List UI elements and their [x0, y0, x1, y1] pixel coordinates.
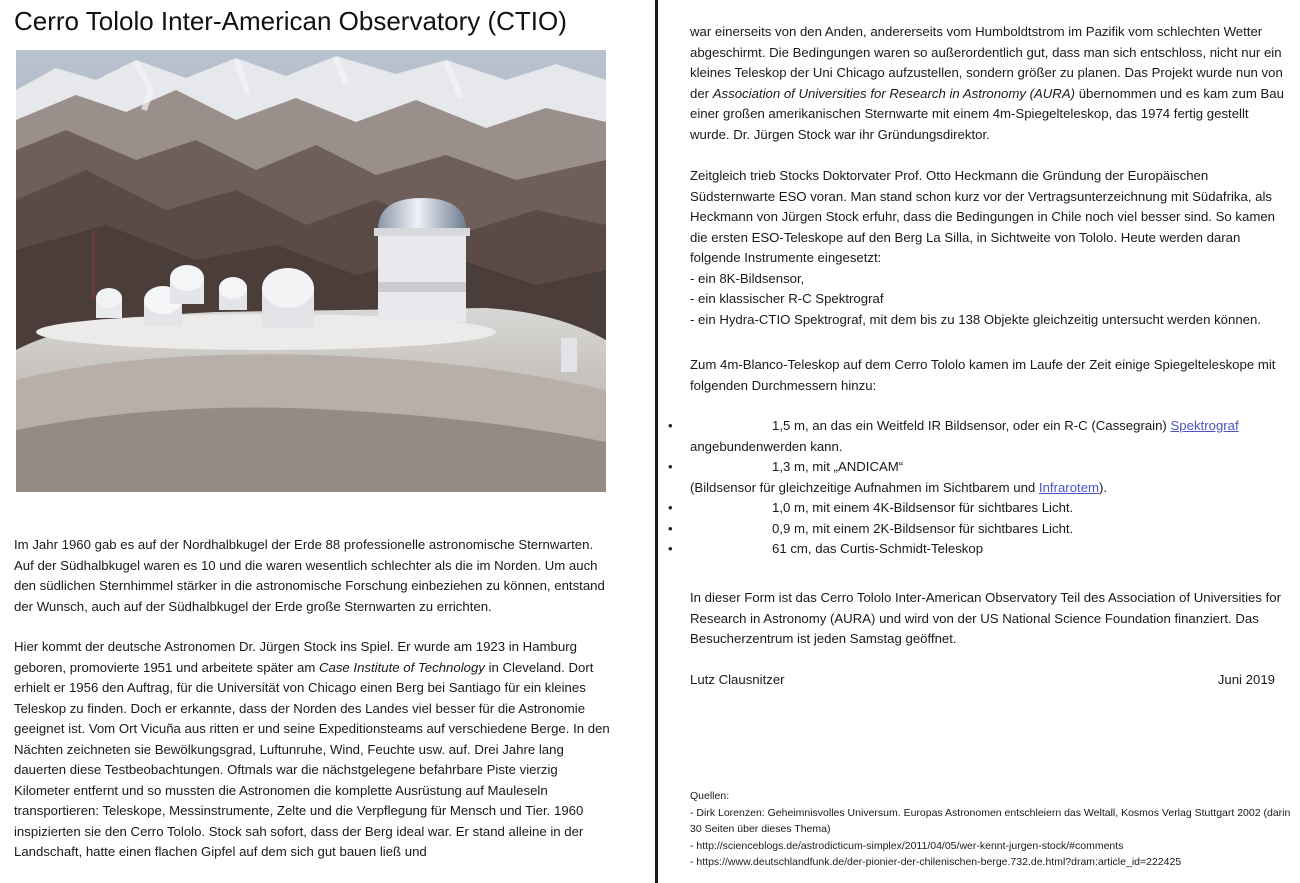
infrarotem-link[interactable]: Infrarotem	[1038, 479, 1100, 495]
right-page	[668, 0, 1291, 883]
eso-paragraph: Zeitgleich trieb Stocks Doktorvater Prof. Otto Heckmann die Gründung der Europäischen Südsternwarte ESO voran. Man stand schon kurz vor der Vertragsunterzeichnung mit Südafrika, als Heckmann von Jürgen Stock erfuhr, dass die Bedingungen in Chile noch viel besser sind. So kamen die ersten ESO-Teleskope auf den Berg La Silla, in Sichtweite von Tololo. Heute werden daran folgende Instrumente eingesetzt: - ein 8K-Bildsensor, - ein klassischer R-C Spektrograf - ein Hydra-CTIO Spektrograf, mit dem bis zu 138 Objekte gleichzeitig untersucht werden können.	[690, 168, 1275, 327]
summary-paragraph: In dieser Form ist das Cerro Tololo Inter-American Observatory Teil des Association of Universities for Research in Astronomy (AURA) und wird von der US National Science Foundation finanziert. Das Besucherzentrum ist jeden Samstag geöffnet.	[690, 590, 1281, 646]
list-item: • 0,9 m, mit einem 2K-Bildsensor für sichtbares Licht.	[690, 519, 1290, 540]
sources	[690, 788, 1295, 871]
document-date: Juni 2019	[1217, 672, 1275, 687]
source-item: - http://scienceblogs.de/astrodicticum-simplex/2011/04/05/wer-kennt-jurgen-stock/#comments	[690, 839, 1124, 852]
signature-line	[690, 670, 1275, 691]
telescopes-intro: Zum 4m-Blanco-Teleskop auf dem Cerro Tololo kamen im Laufe der Zeit einige Spiegelteleskope mit folgenden Durchmessern hinzu:	[690, 357, 1276, 393]
bullet-icon: •	[668, 418, 673, 433]
bullet-icon: •	[668, 520, 673, 536]
left-page	[0, 0, 640, 883]
observatory-photo	[16, 50, 606, 492]
source-item: - https://www.deutschlandfunk.de/der-pionier-der-chilenischen-berge.732.de.html?dram:article_id=222425	[690, 856, 1182, 868]
page-divider	[655, 0, 658, 883]
bullet-icon: •	[668, 500, 673, 515]
list-item: • 1,5 m, an das ein Weitfeld IR Bildsensor, oder ein R-C (Cassegrain) Spektrograf angebundenwerden kann.	[668, 418, 1239, 454]
aura-paragraph: war einerseits von den Anden, andererseits vom Humboldtstrom im Pazifik vom schlechten Wetter abgeschirmt. Die Bedingungen waren so außerordentlich gut, dass man sich entschloss, nicht nur ein kleines Teleskop der Uni Chicago aufzustellen, sondern größer zu planen. Das Projekt wurde nun von der Association of Universities for Research in Astronomy (AURA) übernommen und es kam zum Bau einer großen amerikanischen Sternwarte mit einem 4m-Spiegelteleskop, das 1974 fertig gestellt wurde. Dr. Jürgen Stock war ihr Gründungsdirektor.	[690, 24, 1284, 142]
sources-heading: Quellen:	[690, 790, 730, 802]
telescope-list	[668, 416, 1290, 560]
list-item: • 61 cm, das Curtis-Schmidt-Teleskop	[690, 539, 1290, 560]
bullet-icon: •	[668, 459, 673, 474]
source-item: - Dirk Lorenzen: Geheimnisvolles Universum. Europas Astronomen entschleiern das Weltall, Kosmos Verlag Stuttgart 2002 (darin 30 Seiten über dieses Thema)	[690, 806, 1291, 835]
list-item: • 1,3 m, mit „ANDICAM“ (Bildsensor für gleichzeitige Aufnahmen im Sichtbarem und Infrarotem).	[668, 459, 1108, 495]
stock-paragraph: Hier kommt der deutsche Astronomen Dr. Jürgen Stock ins Spiel. Er wurde am 1923 in Hamburg geboren, promovierte 1951 und arbeitete später am Case Institute of Technology in Cleveland. Dort erhielt er 1956 den Auftrag, für die Universität von Chicago einen Berg bei Santiago für ein kleines Teleskop zu finden. Doch er erkannte, dass der Norden des Landes viel besser für die Astronomie geeignet ist. Vom Ort Vicuña aus ritten er und seine Expeditionsteams auf verschiedene Berge. In den Nächten zeichneten sie Bewölkungsgrad, Luftunruhe, Wind, Feuchte usw. auf. Drei Jahre lang dauerten diese Testbeobachtungen. Oftmals war die nächstgelegene befahrbare Piste vierzig Kilometer entfernt und so mussten die Astronomen die komplette Ausrüstung auf Mauleseln transportieren: Teleskope, Messinstrumente, Zelte und die Verpflegung für Mensch und Tier. 1960 inspizierten sie den Cerro Tololo. Stock sah sofort, dass der Berg ideal war. Er stand alleine in der Landschaft, hatte einen flachen Gipfel auf dem sich gut bauen ließ und	[14, 639, 610, 859]
list-item: • 1,0 m, mit einem 4K-Bildsensor für sichtbares Licht.	[690, 498, 1290, 519]
page-title: Cerro Tololo Inter-American Observatory (CTIO)	[14, 6, 567, 36]
spektrograf-link[interactable]: Spektrograf	[1170, 418, 1239, 433]
intro-paragraph: Im Jahr 1960 gab es auf der Nordhalbkugel der Erde 88 professionelle astronomische Sternwarten. Auf der Südhalbkugel waren es 10 und die waren wesentlich schlechter als die im Norden. Um auch den südlichen Sternhimmel stärker in die astronomische Forschung einbeziehen zu können, entstand der Wunsch, auch auf der Südhalbkugel der Erde große Sternwarten zu errichten.	[14, 537, 605, 614]
author-name: Lutz Clausnitzer	[690, 672, 785, 687]
bullet-icon: •	[668, 541, 673, 556]
